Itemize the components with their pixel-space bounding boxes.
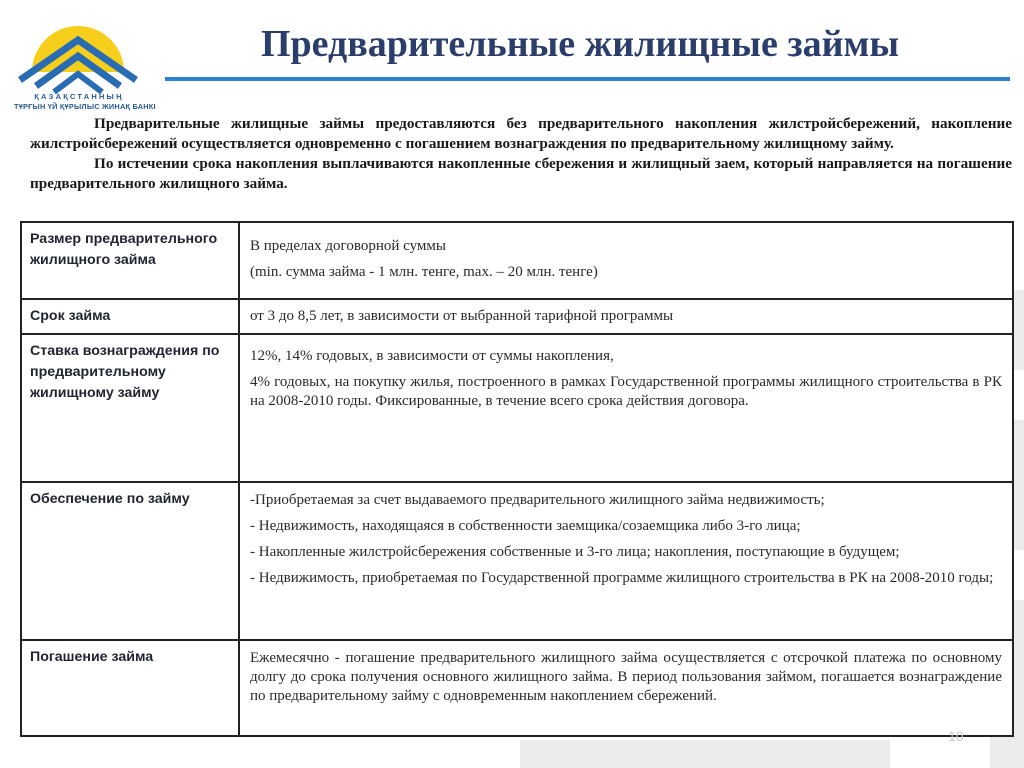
table-row	[21, 640, 1013, 736]
row-value	[239, 222, 1013, 299]
value-line: В пределах договорной суммы	[250, 238, 446, 254]
table-row	[21, 334, 1013, 482]
value-line: 4% годовых, на покупку жилья, построенного в рамках Государственной программы жилищного строительства в РК на 2008-2010 годы. Фиксированные, в течение всего срока действия договора.	[250, 374, 1002, 409]
loan-terms-table	[20, 221, 1014, 737]
title-underline	[165, 77, 1010, 81]
value-line: -Приобретаемая за счет выдаваемого предварительного жилищного займа недвижимость;	[250, 492, 825, 508]
value-line: - Недвижимость, находящаяся в собственности заемщика/созаемщика либо 3-го лица;	[250, 518, 801, 534]
row-value	[239, 482, 1013, 640]
value-line: Ежемесячно - погашение предварительного жилищного займа осуществляется с отсрочкой платежа по основному долгу до срока получения основного жилищного займа. В период пользования займом, погашается вознаграждение по предварительному займу с одновременным накоплением сбережений.	[250, 650, 1002, 704]
row-value	[239, 334, 1013, 482]
table-row	[21, 482, 1013, 640]
value-line: от 3 до 8,5 лет, в зависимости от выбранной тарифной программы	[250, 308, 674, 324]
row-label: Обеспечение по займу	[21, 482, 239, 640]
logo-emblem	[14, 20, 144, 94]
row-label: Срок займа	[21, 299, 239, 334]
logo-caption-line2: ТҰРҒЫН ҮЙ ҚҰРЫЛЫС ЖИНАҚ БАНКІ	[14, 102, 156, 111]
intro-paragraph-2: По истечении срока накопления выплачиваются накопленные сбережения и жилищный заем, который направляется на погашение предварительного жилищного займа.	[30, 155, 1012, 192]
logo-caption-line1: ҚАЗАҚСТАННЫҢ	[34, 92, 124, 101]
table-row	[21, 299, 1013, 334]
page-title: Предварительные жилищные займы	[260, 23, 900, 65]
value-line: (min. сумма займа - 1 млн. тенге, max. – 20 млн. тенге)	[250, 264, 598, 280]
decor-block	[520, 740, 890, 768]
row-label: Погашение займа	[21, 640, 239, 736]
intro-paragraph-1: Предварительные жилищные займы предоставляются без предварительного накопления жилстройсбережений, накопление жилстройсбережений осуществляется одновременно с погашением вознаграждения по предварительному жилищному займу.	[30, 115, 1012, 152]
value-line: - Недвижимость, приобретаемая по Государственной программе жилищного строительства в РК на 2008-2010 годы;	[250, 570, 994, 586]
value-line: 12%, 14% годовых, в зависимости от суммы накопления,	[250, 348, 614, 364]
value-line: - Накопленные жилстройсбережения собственные и 3-го лица; накопления, поступающие в будущем;	[250, 544, 900, 560]
table-row	[21, 222, 1013, 299]
row-label: Размер предварительного жилищного займа	[21, 222, 239, 299]
row-label: Ставка вознаграждения по предварительному жилищному займу	[21, 334, 239, 482]
row-value	[239, 640, 1013, 736]
page-number: 10	[948, 728, 964, 744]
row-value	[239, 299, 1013, 334]
intro-text	[30, 114, 1012, 194]
